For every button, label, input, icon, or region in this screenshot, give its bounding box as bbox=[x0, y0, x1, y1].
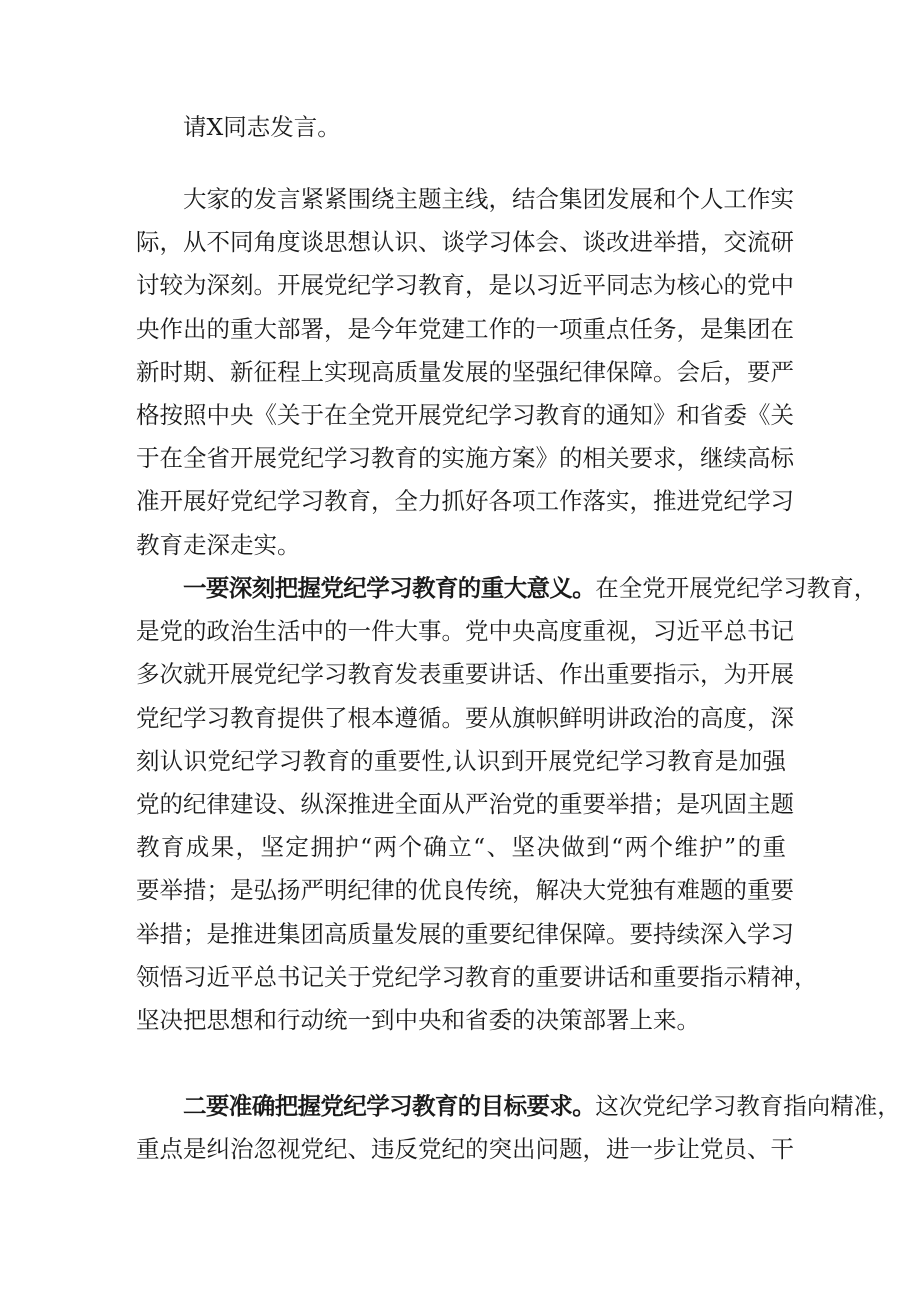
text-line: 刻认识党纪学习教育的重要性,认识到开展党纪学习教育是加强 bbox=[136, 746, 786, 775]
section-heading: 一要深刻把握党纪学习教育的重大意义。 bbox=[183, 574, 596, 602]
text-line: 要举措；是弘扬严明纪律的优良传统，解决大党独有难题的重要 bbox=[136, 876, 794, 905]
text-line: 坚决把思想和行动统一到中央和省委的决策部署上来。 bbox=[136, 1005, 700, 1034]
text-line: 请X同志发言。 bbox=[183, 113, 341, 141]
text-line bbox=[136, 1085, 901, 1128]
text-line: 教育成果，坚定拥护“两个确立“、坚决做到“两个维护”的重 bbox=[136, 833, 786, 862]
text-line: 举措；是推进集团高质量发展的重要纪律保障。要持续深入学习 bbox=[136, 919, 794, 948]
text-line: 多次就开展党纪学习教育发表重要讲话、作出重要指示，为开展 bbox=[136, 660, 794, 689]
text-line: 新时期、新征程上实现高质量发展的坚强纪律保障。会后，要严 bbox=[136, 357, 794, 386]
paragraph-point-one bbox=[136, 567, 878, 1042]
text-line: 于在全省开展党纪学习教育的实施方案》的相关要求，继续高标 bbox=[136, 444, 794, 473]
text-line: 央作出的重大部署，是今年党建工作的一项重点任务，是集团在 bbox=[136, 314, 794, 343]
text-line: 党纪学习教育提供了根本遵循。要从旗帜鲜明讲政治的高度，深 bbox=[136, 703, 794, 732]
text-line: 教育走深走实。 bbox=[136, 530, 301, 559]
text-run: 在全党开展党纪学习教育， bbox=[595, 574, 878, 602]
text-line: 格按照中央《关于在全党开展党纪学习教育的通知》和省委《关 bbox=[136, 400, 794, 429]
text-run: 这次党纪学习教育指向精准， bbox=[595, 1092, 901, 1120]
text-line bbox=[136, 567, 878, 610]
paragraph-point-two bbox=[136, 1085, 901, 1171]
paragraph-intro bbox=[136, 106, 786, 149]
paragraph-summary bbox=[136, 178, 794, 567]
text-line: 准开展好党纪学习教育，全力抓好各项工作落实，推进党纪学习 bbox=[136, 487, 794, 516]
text-line: 领悟习近平总书记关于党纪学习教育的重要讲话和重要指示精神， bbox=[136, 962, 818, 991]
text-line: 党的纪律建设、纵深推进全面从严治党的重要举措；是巩固主题 bbox=[136, 789, 794, 818]
text-line: 重点是纠治忽视党纪、违反党纪的突出问题，进一步让党员、干 bbox=[136, 1135, 794, 1164]
text-line: 大家的发言紧紧围绕主题主线，结合集团发展和个人工作实 bbox=[183, 185, 794, 213]
text-line: 是党的政治生活中的一件大事。党中央高度重视，习近平总书记 bbox=[136, 617, 794, 646]
text-line: 讨较为深刻。开展党纪学习教育，是以习近平同志为核心的党中 bbox=[136, 271, 794, 300]
text-line: 际，从不同角度谈思想认识、谈学习体会、谈改进举措，交流研 bbox=[136, 228, 794, 257]
section-heading: 二要准确把握党纪学习教育的目标要求。 bbox=[183, 1092, 596, 1120]
